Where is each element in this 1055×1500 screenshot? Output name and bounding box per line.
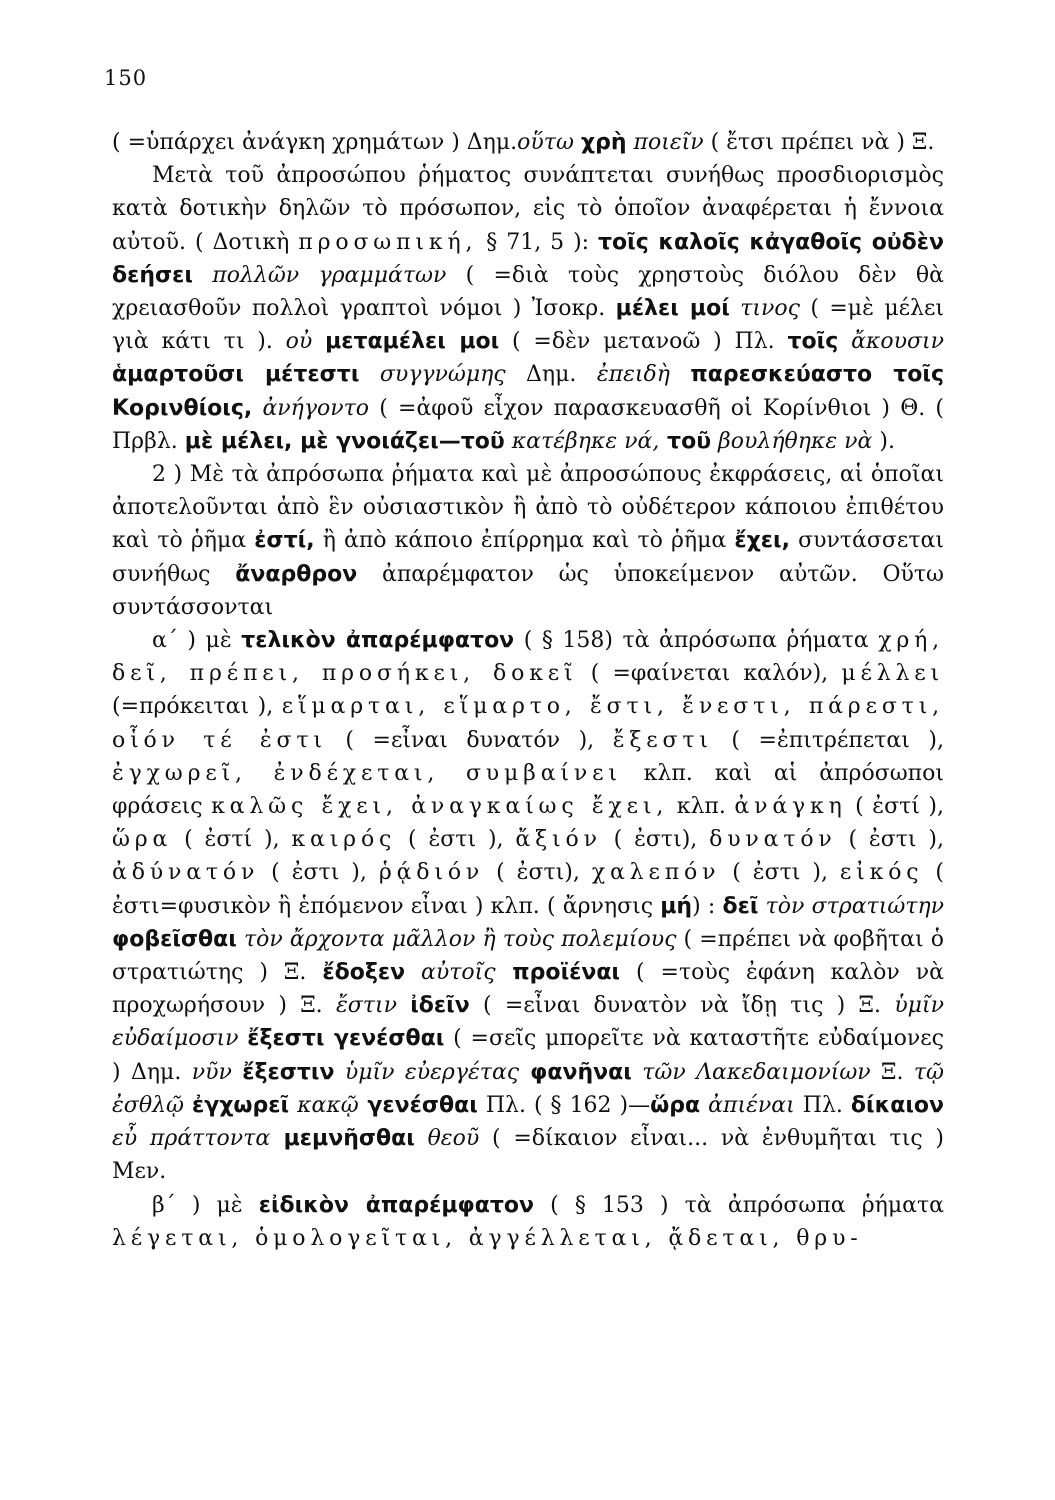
- text-segment: συγγνώμης: [359, 362, 506, 388]
- text-segment: ἄκουσιν: [838, 329, 944, 355]
- text-segment: εὖ πράττοντα: [112, 1126, 271, 1152]
- text-segment: ἢ ἀπὸ κάποιο ἐπίρρημα καὶ τὸ ῥῆμα: [314, 528, 735, 554]
- text-segment: ἀνήγοντο: [252, 395, 370, 421]
- text-segment: ὥρα: [650, 1092, 701, 1118]
- text-segment: τοῖς καλοῖς κἀγαθοῖς οὐδὲν δεήσει: [112, 229, 945, 288]
- text-segment: ( =τοὺς ἐφάνη καλὸν νὰ προχωρήσουν ) Ξ.: [112, 960, 944, 1019]
- text-segment: ( ἐστι),: [601, 827, 710, 853]
- text-segment: ἔδοξεν: [322, 960, 406, 986]
- text-segment: δεῖ: [722, 893, 759, 919]
- text-segment: φανῆναι: [519, 1059, 632, 1085]
- text-segment: ἔξεστι γενέσθαι: [247, 1026, 445, 1052]
- text-segment: προσωπική,: [298, 229, 478, 255]
- text-segment: εἰδικὸν ἀπαρέμφατον: [258, 1192, 535, 1218]
- text-segment: αὐτοῖς: [405, 960, 496, 986]
- text-segment: τελικὸν ἀπαρέμφατον: [241, 628, 515, 654]
- text-segment: α΄ ) μὲ: [152, 628, 242, 654]
- text-segment: Μετὰ τοῦ ἀπροσώπου ῥήματος συνάπτεται συνήθως προσδιορισμὸς κατὰ δοτικὴν δηλῶν τὸ πρόσωπον, εἰς τὸ ὁποῖον ἀναφέρεται ἡ ἔννοια αὐτοῦ. ( Δοτικὴ: [112, 163, 944, 255]
- text-segment: ἐστί,: [254, 528, 315, 554]
- text-segment: ἐπειδὴ: [596, 362, 691, 388]
- text-segment: Ξ.: [870, 1059, 914, 1085]
- text-segment: ἔχει,: [734, 528, 790, 554]
- text-segment: κλπ. καὶ αἱ ἀπρόσωποι φράσεις: [112, 760, 944, 820]
- text-segment: ἔξεστι: [612, 727, 713, 753]
- text-segment: εἰκός: [839, 860, 924, 886]
- text-segment: μέλει μοί: [615, 296, 730, 322]
- text-segment: ἰδεῖν: [410, 993, 470, 1019]
- text-segment: τοῦ: [659, 428, 712, 454]
- text-segment: ( ἐστι ),: [836, 827, 944, 853]
- text-segment: τοῖς: [787, 329, 839, 355]
- text-segment: θεοῦ: [414, 1126, 480, 1152]
- text-segment: ῥᾴδιόν: [378, 860, 485, 886]
- text-segment: καιρός: [291, 827, 397, 853]
- text-segment: μή: [660, 893, 693, 919]
- text-segment: τῷ ἐσθλῷ: [112, 1059, 944, 1118]
- text-segment: φοβεῖσθαι: [112, 926, 237, 952]
- text-segment: ( § 158) τὰ ἀπρόσωπα ῥήματα: [514, 628, 879, 654]
- text-segment: συντάσσεται συνήθως: [112, 528, 944, 587]
- paragraph-5: [112, 1189, 944, 1255]
- text-segment: μὲ μέλει, μὲ γνοιάζει—τοῦ: [184, 428, 505, 454]
- text-segment: ( =ἀφοῦ εἶχον παρασκευασθῆ οἱ Κορίνθιοι ) Θ. ( Πρβλ.: [112, 395, 944, 454]
- text-segment: προϊέναι: [495, 960, 621, 986]
- text-segment: χαλεπόν: [591, 860, 721, 886]
- text-segment: ( =διὰ τοὺς χρηστοὺς διόλου δὲν θὰ χρειασθοῦν πολλοὶ γραπτοὶ νόμοι ) Ἰσοκρ.: [112, 262, 944, 322]
- paragraph-2: [112, 159, 944, 458]
- text-segment: ( =σεῖς μπορεῖτε νὰ καταστῆτε εὐδαίμονες ) Δημ.: [112, 1026, 944, 1085]
- text-segment: ( ἐστι=φυσικὸν ἢ ἑπόμενον εἶναι ) κλπ. ( ἄρνησις: [112, 860, 945, 919]
- text-segment: ( =μὲ μέλει γιὰ κάτι τι ).: [112, 296, 944, 355]
- text-segment: καλῶς ἔχει, ἀναγκαίως ἔχει,: [211, 794, 669, 820]
- text-segment: 2 ) Μὲ τὰ ἀπρόσωπα ῥήματα καὶ μὲ ἀπροσώπους ἐκφράσεις, αἱ ὁποῖαι ἀποτελοῦνται ἀπὸ ἓν οὐσιαστικὸν ἢ ἀπὸ τὸ οὐδέτερον κάποιου ἐπιθέτου καὶ τὸ ῥῆμα: [112, 462, 944, 554]
- text-segment: οὐ: [285, 329, 326, 355]
- text-segment: δίκαιον: [850, 1092, 945, 1118]
- text-segment: ἀνάγκη: [734, 794, 847, 820]
- text-segment: τινος: [729, 296, 800, 322]
- text-segment: Πλ.: [794, 1092, 851, 1118]
- text-segment: παρεσκεύαστο τοῖς Κορινθίοις,: [112, 362, 944, 421]
- text-segment: ( ἐστι),: [484, 860, 592, 886]
- text-segment: ἔξεστιν: [242, 1059, 335, 1085]
- text-segment: ( =δίκαιον εἶναι... νὰ ἐνθυμῆται τις ) Μεν.: [112, 1126, 944, 1185]
- text-segment: ( =εἶναι δυνατόν ),: [326, 727, 613, 753]
- text-segment: ( ἐστι ),: [259, 860, 379, 886]
- text-segment: μεμνῆσθαι: [270, 1126, 415, 1152]
- text-segment: ποιεῖν: [626, 130, 704, 155]
- text-segment: Πλ. ( § 162 )—: [477, 1092, 651, 1118]
- text-segment: ( =δὲν μετανοῶ ) Πλ.: [499, 329, 788, 355]
- text-segment: ( ἐστί ),: [172, 827, 292, 853]
- text-segment: ἐγχωρεῖ, ἐνδέχεται, συμβαίνει: [112, 760, 622, 786]
- text-segment: ὑμῖν εὐδαίμοσιν: [112, 993, 944, 1052]
- text-segment: ἐγχωρεῖ: [191, 1092, 290, 1118]
- text-segment: οὕτω: [517, 130, 581, 155]
- text-segment: ( =ὑπάρχει ἀνάγκη χρημάτων ) Δημ.: [112, 130, 518, 155]
- text-segment: ( ἐστί ),: [846, 794, 944, 820]
- text-segment: μεταμέλει μοι: [325, 329, 500, 355]
- text-segment: ( =πρέπει νὰ φοβῆται ὁ στρατιώτης ) Ξ.: [112, 926, 944, 986]
- text-segment: ( ἐστι ),: [720, 860, 840, 886]
- text-segment: βουλήθηκε νὰ: [711, 428, 873, 454]
- text-segment: γενέσθαι: [358, 1092, 478, 1118]
- paragraph-1: [112, 126, 944, 159]
- text-segment: ( =ἐπιτρέπεται ),: [712, 727, 944, 753]
- text-segment: ἀπαρέμφατον ὡς ὑποκείμενον αὐτῶν. Οὕτω συντάσσονται: [112, 561, 944, 620]
- text-segment: Δημ.: [505, 362, 597, 388]
- text-segment: ) :: [692, 893, 723, 919]
- text-segment: ὥρα: [112, 827, 173, 853]
- text-segment: ( § 153 ) τὰ ἀπρόσωπα ῥήματα: [534, 1192, 945, 1218]
- paragraph-4: [112, 624, 944, 1188]
- text-segment: κακῷ: [289, 1092, 359, 1118]
- text-segment: (=πρόκειται ),: [112, 694, 282, 720]
- text-segment: χρὴ: [580, 130, 627, 155]
- text-segment: β΄ ) μὲ: [152, 1192, 259, 1218]
- page-body: [112, 126, 944, 1255]
- text-segment: πολλῶν γραμμάτων: [192, 262, 447, 288]
- text-segment: κατέβηκε νά,: [504, 428, 660, 454]
- text-segment: τὸν ἄρχοντα μᾶλλον ἢ τοὺς πολεμίους: [236, 926, 677, 952]
- text-segment: ).: [872, 428, 895, 454]
- text-segment: ἀδύνατόν: [112, 860, 260, 886]
- text-segment: τὸν στρατιώτην: [758, 893, 945, 919]
- text-segment: μέλλει: [841, 661, 944, 687]
- text-segment: κλπ.: [668, 794, 735, 820]
- text-segment: εἵμαρται, εἵμαρτο, ἔστι, ἔνεστι, πάρεστι, οἷόν τέ ἐστι: [112, 694, 944, 753]
- text-segment: τῶν Λακεδαιμονίων: [631, 1059, 871, 1085]
- page-number: 150: [104, 66, 148, 90]
- text-segment: ἔστιν: [335, 993, 411, 1019]
- text-segment: ἀπιέναι: [700, 1092, 795, 1118]
- text-segment: νῦν: [191, 1059, 243, 1085]
- text-segment: ἄναρθρον: [235, 561, 358, 587]
- text-segment: λέγεται, ὁμολογεῖται, ἀγγέλλεται, ᾄδεται, θρυ-: [112, 1225, 863, 1251]
- text-segment: ( ἔτσι πρέπει νὰ ) Ξ.: [703, 130, 935, 155]
- text-segment: ( =φαίνεται καλόν),: [577, 661, 842, 687]
- text-segment: ἄξιόν: [515, 827, 602, 853]
- text-segment: ( ἐστι ),: [396, 827, 516, 853]
- text-segment: ( =εἶναι δυνατὸν νὰ ἴδῃ τις ) Ξ.: [469, 993, 895, 1019]
- text-segment: δυνατόν: [709, 827, 837, 853]
- paragraph-3: [112, 458, 944, 624]
- text-segment: χρή, δεῖ, πρέπει, προσήκει, δοκεῖ: [112, 628, 945, 687]
- text-segment: ἁμαρτοῦσι μέτεστι: [112, 362, 360, 388]
- text-segment: ὑμῖν εὐεργέτας: [334, 1059, 520, 1085]
- text-segment: § 71, 5 ):: [477, 229, 599, 255]
